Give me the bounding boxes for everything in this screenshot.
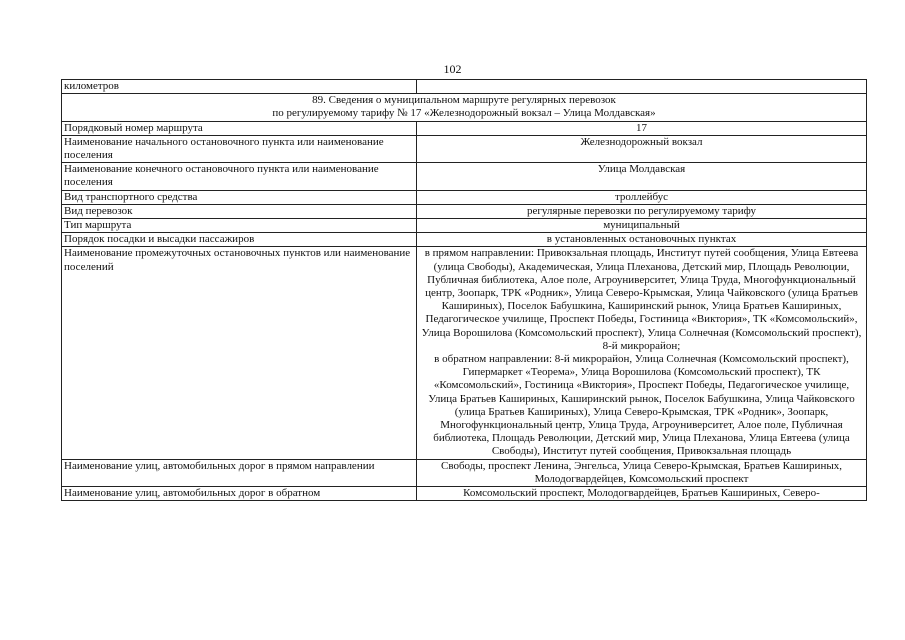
row-label: Вид транспортного средства (62, 190, 417, 204)
row-label: Наименование промежуточных остановочных пунктов или наименование поселений (62, 247, 417, 459)
section-title-line2: по регулируемому тарифу № 17 «Железнодорожный вокзал – Улица Молдавская» (272, 107, 656, 120)
row-value: Комсомольский проспект, Молодогвардейцев, Братьев Кашириных, Северо- (417, 487, 867, 501)
row-label: Порядок посадки и высадки пассажиров (62, 233, 417, 247)
table-row (62, 487, 867, 501)
row-value-stops (417, 247, 867, 459)
table-row (62, 135, 867, 162)
stops-backward: в обратном направлении: 8-й микрорайон, Улица Солнечная (Комсомольский проспект), Гипермаркет «Теорема», Улица Ворошилова (Комсомольский проспект), ТК «Комсомольский», Гостиница «Виктория», Проспект Победы, Педагогическое училище, Улица Братьев Кашириных, Каширинский рынок, Поселок Бабушкина, Улица Чайковского (улица Братьев Кашириных), Улица Северо-Крымская, ТРК «Родник», Зоопарк, Многофункциональный центр, Улица Труда, Агроуниверситет, Алое поле, Публичная библиотека, Площадь Революции, Детский мир, Улица Плеханова, Улица Евтеева (улица Свободы), Институт путей сообщения, Привокзальная площадь (428, 353, 855, 458)
top-row-value (417, 80, 867, 94)
table-row (62, 121, 867, 135)
row-label: Вид перевозок (62, 204, 417, 218)
table-row (62, 219, 867, 233)
table-row (62, 233, 867, 247)
table-row (62, 190, 867, 204)
route-info-table (61, 79, 867, 501)
row-label: Тип маршрута (62, 219, 417, 233)
section-title (62, 94, 867, 121)
table-row (62, 247, 867, 459)
row-value: Улица Молдавская (417, 163, 867, 190)
page-number: 102 (443, 62, 462, 76)
row-value: Свободы, проспект Ленина, Энгельса, Улица Северо-Крымская, Братьев Кашириных, Молодогвардейцев, Комсомольский проспект (417, 459, 867, 486)
section-title-row (62, 94, 867, 121)
table-row (62, 204, 867, 218)
row-value: регулярные перевозки по регулируемому тарифу (417, 204, 867, 218)
row-value: троллейбус (417, 190, 867, 204)
top-row-label: километров (62, 80, 417, 94)
stops-forward: в прямом направлении: Привокзальная площадь, Институт путей сообщения, Улица Евтеева (улица Свободы), Академическая, Улица Плеханова, Детский мир, Площадь Революции, Публичная библиотека, Алое поле, Агроуниверситет, Улица Труда, Многофункциональный центр, Зоопарк, ТРК «Родник», Улица Северо-Крымская, Улица Чайковского (улица Братьев Кашириных), Поселок Бабушкина, Каширинский рынок, Улица Братьев Кашириных, Педагогическое училище, Проспект Победы, Гостиница «Виктория», ТК «Комсомольский», Улица Ворошилова (Комсомольский проспект), Улица Солнечная (Комсомольский проспект), 8-й микрорайон; (421, 247, 862, 352)
row-label: Наименование улиц, автомобильных дорог в прямом направлении (62, 459, 417, 486)
section-title-line1: 89. Сведения о муниципальном маршруте регулярных перевозок (312, 94, 616, 107)
table-row (62, 80, 867, 94)
row-value: 17 (417, 121, 867, 135)
row-label: Наименование улиц, автомобильных дорог в обратном (62, 487, 417, 501)
table-row (62, 163, 867, 190)
table-row (62, 459, 867, 486)
row-label: Наименование конечного остановочного пункта или наименование поселения (62, 163, 417, 190)
row-label: Порядковый номер маршрута (62, 121, 417, 135)
row-value: муниципальный (417, 219, 867, 233)
row-value: в установленных остановочных пунктах (417, 233, 867, 247)
row-label: Наименование начального остановочного пункта или наименование поселения (62, 135, 417, 162)
row-value: Железнодорожный вокзал (417, 135, 867, 162)
